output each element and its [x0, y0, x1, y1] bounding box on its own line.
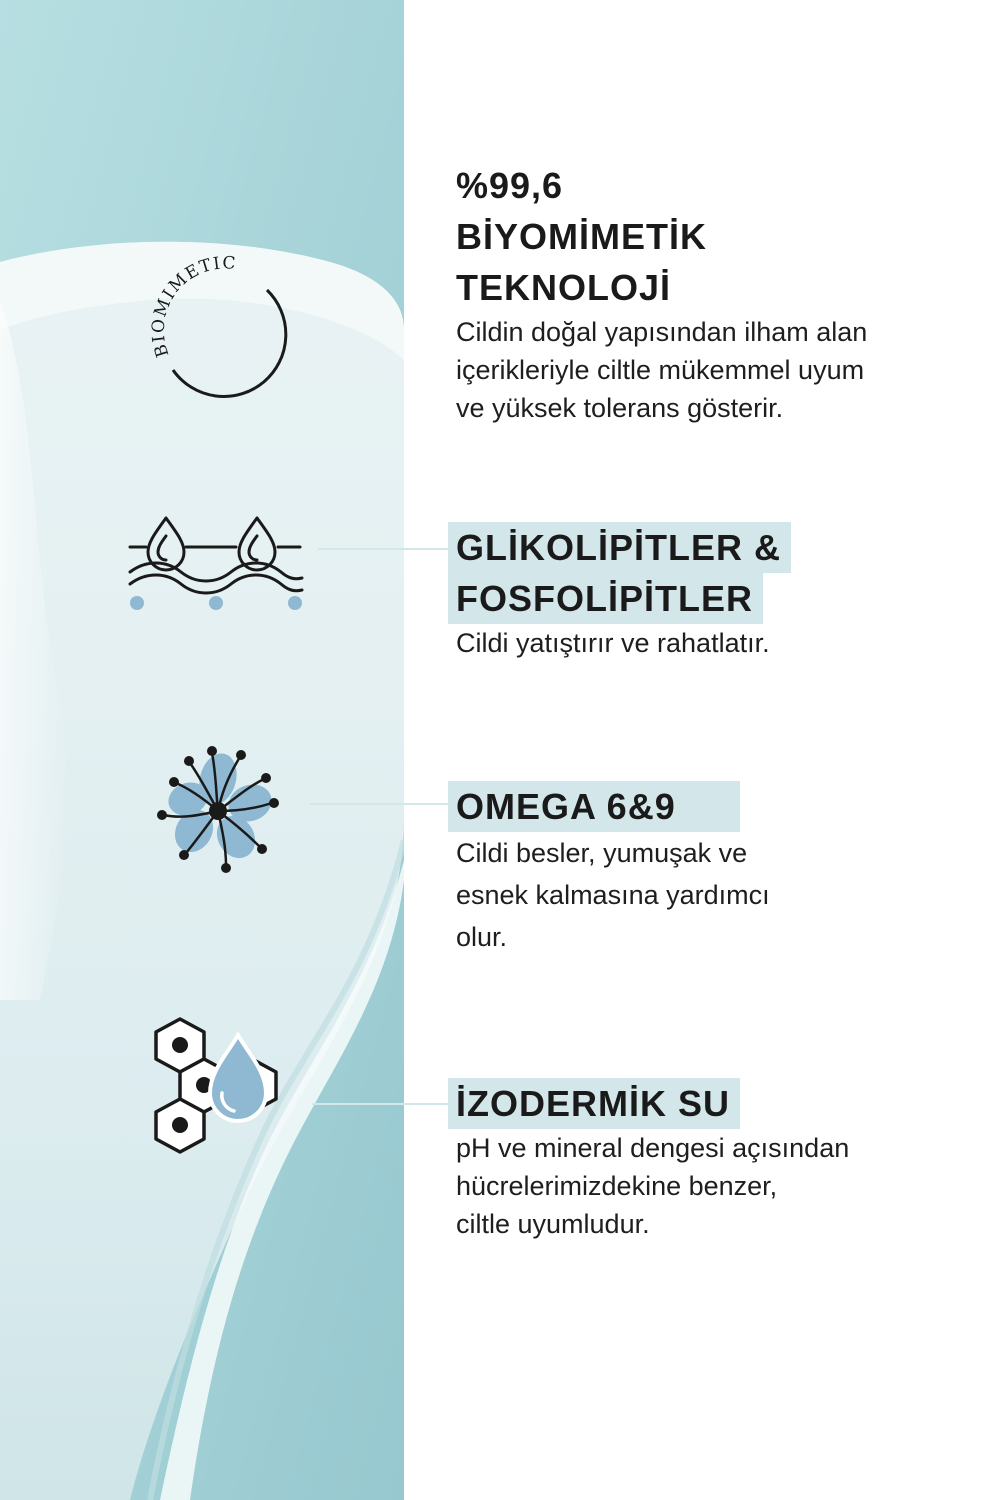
feature-title-line: GLİKOLİPİTLER &	[448, 522, 791, 573]
feature-description-line: Cildin doğal yapısından ilham alan	[456, 317, 868, 347]
feature-description-line: içerikleriyle ciltle mükemmel uyum	[456, 355, 865, 385]
connector-line	[312, 1103, 454, 1105]
feature-description-line: hücrelerimizdekine benzer,	[456, 1171, 778, 1201]
droplets-wave-icon	[126, 512, 306, 612]
feature-description-line: olur.	[456, 922, 508, 952]
feature-description-line: pH ve mineral dengesi açısından	[456, 1133, 850, 1163]
feature-description-line: esnek kalmasına yardımcı	[456, 880, 770, 910]
feature-title-line: İZODERMİK SU	[448, 1078, 740, 1129]
feature-description-line: Cildi besler, yumuşak ve	[456, 838, 748, 868]
feature-glycolipids	[456, 522, 791, 662]
feature-omega	[456, 781, 770, 958]
molecule-drop-icon	[150, 1015, 282, 1155]
feature-title-line: FOSFOLİPİTLER	[448, 573, 763, 624]
badge-text: BIOMIMETIC	[148, 255, 238, 360]
feature-description-line: ciltle uyumludur.	[456, 1209, 650, 1239]
feature-isodermic-water	[456, 1078, 849, 1243]
feature-title-line: TEKNOLOJİ	[456, 267, 672, 308]
feature-title-line: OMEGA 6&9	[448, 781, 740, 832]
flower-icon	[156, 743, 280, 875]
biomimetic-circle-icon	[142, 255, 292, 400]
feature-description-line: ve yüksek tolerans gösterir.	[456, 393, 784, 423]
feature-biomimetic-technology	[456, 160, 867, 427]
feature-description-line: Cildi yatıştırır ve rahatlatır.	[456, 628, 770, 658]
connector-line	[310, 803, 454, 805]
connector-line	[318, 548, 454, 550]
feature-title-line: BİYOMİMETİK	[456, 216, 707, 257]
feature-title-line: %99,6	[456, 165, 564, 206]
